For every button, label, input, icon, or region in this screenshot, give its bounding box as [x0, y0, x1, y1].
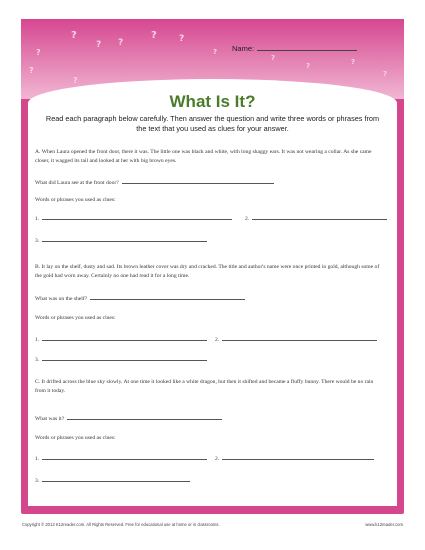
question-mark-icon: ? — [351, 58, 356, 66]
name-field[interactable] — [232, 44, 357, 53]
clue-line[interactable] — [42, 214, 232, 220]
clue-3-c: 3. — [35, 476, 190, 486]
clue-3-b: 3. — [35, 355, 207, 365]
name-line[interactable] — [257, 44, 357, 51]
answer-line[interactable] — [122, 178, 274, 184]
question-mark-icon: ? — [179, 34, 185, 44]
page-title: What Is It? — [169, 92, 256, 111]
paragraph-c: C. It drifted across the blue sky slowly. At one time it looked like a white dragon, but then it shifted and became a fluffy bunny. There would be no rain from it today. — [35, 379, 374, 394]
question-mark-icon: ? — [151, 30, 157, 41]
question-mark-icon: ? — [71, 30, 77, 41]
paragraph-a: A. When Laura opened the front door, there it was. The little one was black and white, with long shaggy ears. It was not wearing a collar. As she came closer, it wagged its tail and looked at her with big brown eyes. — [35, 149, 372, 164]
clue-line[interactable] — [42, 335, 207, 341]
question-b: What was on the shelf? — [35, 294, 245, 304]
question-mark-icon: ? — [213, 48, 218, 56]
question-mark-icon: ? — [383, 70, 388, 78]
footer-url[interactable]: www.k12reader.com — [365, 522, 403, 527]
question-mark-icon: ? — [96, 40, 102, 50]
clue-1-a: 1. — [35, 214, 232, 224]
question-mark-icon: ? — [29, 66, 34, 75]
clue-line[interactable] — [42, 236, 207, 242]
clue-line[interactable] — [42, 476, 190, 482]
clues-label-c: Words or phrases you used as clues: — [35, 435, 116, 441]
clue-1-c: 1. — [35, 454, 207, 464]
answer-line[interactable] — [90, 294, 245, 300]
name-label: Name: — [232, 44, 255, 53]
clue-2-b: 2. — [215, 335, 377, 345]
question-mark-icon: ? — [36, 48, 41, 57]
footer-copyright: Copyright © 2013 K12reader.com. All Rights Reserved. Free for educational use at home or in classrooms. — [22, 522, 220, 527]
question-mark-icon: ? — [73, 76, 78, 85]
clues-label-a: Words or phrases you used as clues: — [35, 197, 116, 203]
paragraph-b: B. It lay on the shelf, dusty and sad. Its brown leather cover was dry and cracked. The title and author's name were once printed in gold, although some of the gold had worn away. Certainly no one had read it for a long time. — [35, 264, 380, 279]
answer-line[interactable] — [67, 414, 222, 420]
question-mark-icon: ? — [306, 62, 311, 70]
clue-3-a: 3. — [35, 236, 207, 246]
question-a: What did Laura see at the front door? — [35, 178, 274, 188]
instructions: Read each paragraph below carefully. Then answer the question and write three words or phrases from the text that you used as clues for your answer. — [45, 114, 380, 133]
question-c: What was it? — [35, 414, 222, 424]
question-mark-icon: ? — [271, 54, 276, 62]
question-mark-icon: ? — [118, 38, 124, 48]
clue-line[interactable] — [42, 454, 207, 460]
clue-line[interactable] — [252, 214, 387, 220]
clue-1-b: 1. — [35, 335, 207, 345]
clue-2-c: 2. — [215, 454, 374, 464]
clue-line[interactable] — [222, 454, 374, 460]
clues-label-b: Words or phrases you used as clues: — [35, 315, 116, 321]
clue-line[interactable] — [42, 355, 207, 361]
clue-2-a: 2. — [245, 214, 387, 224]
clue-line[interactable] — [222, 335, 377, 341]
